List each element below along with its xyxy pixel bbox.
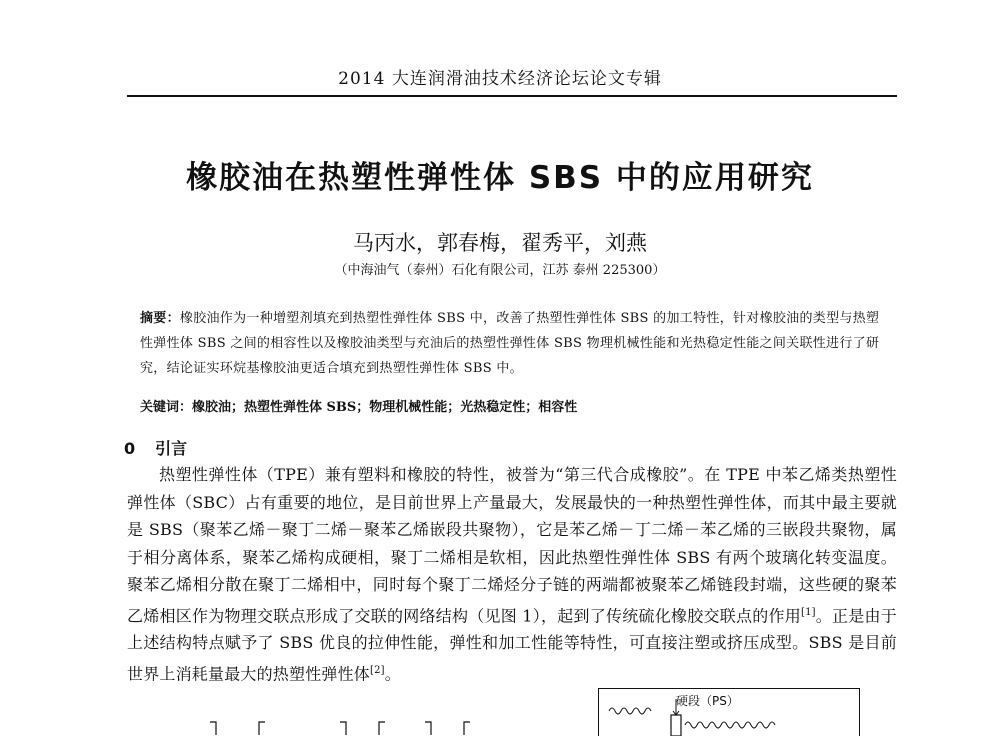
keywords-text: 橡胶油；热塑性弹性体 SBS；物理机械性能；光热稳定性；相容性 xyxy=(192,400,578,415)
paragraph-text-3: 。 xyxy=(384,664,401,684)
intro-paragraph xyxy=(127,461,897,688)
section-number: 0 xyxy=(124,439,136,458)
abstract xyxy=(140,306,880,381)
abstract-text: 橡胶油作为一种增塑剂填充到热塑性弹性体 SBS 中，改善了热塑性弹性体 SBS 的加工特性，针对橡胶油的类型与热塑性弹性体 SBS 之间的相容性以及橡胶油类型与充油后的热塑性弹性体 SBS 物理机械性能和光热稳定性能之间关联性进行了研究，结论证实环烷基橡胶油更适合填充到热塑性弹性体 SBS 中。 xyxy=(140,311,880,376)
reference-1: [1] xyxy=(800,606,816,618)
keywords-label: 关键词： xyxy=(140,400,193,415)
header-divider xyxy=(127,95,897,97)
article-affiliation: （中海油气（泰州）石化有限公司，江苏 泰州 225300） xyxy=(334,263,666,278)
article-title: 橡胶油在热塑性弹性体 SBS 中的应用研究 xyxy=(186,160,814,196)
body-paragraph xyxy=(127,461,897,688)
article-authors: 马丙水，郭春梅，翟秀平，刘燕 xyxy=(353,231,647,255)
section-heading xyxy=(124,436,187,459)
abstract-label: 摘要： xyxy=(140,311,180,326)
structure-formula-fragment xyxy=(180,718,480,735)
figure-label-hard-segment: 硬段（PS） xyxy=(676,694,739,708)
section-title: 引言 xyxy=(155,439,188,458)
reference-2: [2] xyxy=(370,664,385,676)
paragraph-text-2: 。正是由于上述结构特点赋予了 SBS 优良的拉伸性能，弹性和加工性能等特性，可直接注塑或挤压成型。SBS 是目前世界上消耗量最大的热塑性弹性体 xyxy=(127,605,897,684)
keywords xyxy=(140,396,880,415)
paragraph-text-1: 热塑性弹性体（TPE）兼有塑料和橡胶的特性，被誉为“第三代合成橡胶”。在 TPE 中苯乙烯类热塑性弹性体（SBC）占有重要的地位，是目前世界上产量最大，发展最快的一种热塑性弹性体，而其中最主要就是 SBS（聚苯乙烯－聚丁二烯－聚苯乙烯嵌段共聚物），它是苯乙烯－丁二烯－苯乙烯的三嵌段共聚物，属于相分离体系，聚苯乙烯构成硬相，聚丁二烯相是软相，因此热塑性弹性体 SBS 有两个玻璃化转变温度。聚苯乙烯相分散在聚丁二烯相中，同时每个聚丁二烯烃分子链的两端都被聚苯乙烯链段封端，这些硬的聚苯乙烯相区作为物理交联点形成了交联的网络结构（见图 1），起到了传统硫化橡胶交联点的作用 xyxy=(127,465,897,625)
journal-header: 2014 大连润滑油技术经济论坛论文专辑 xyxy=(338,69,662,89)
